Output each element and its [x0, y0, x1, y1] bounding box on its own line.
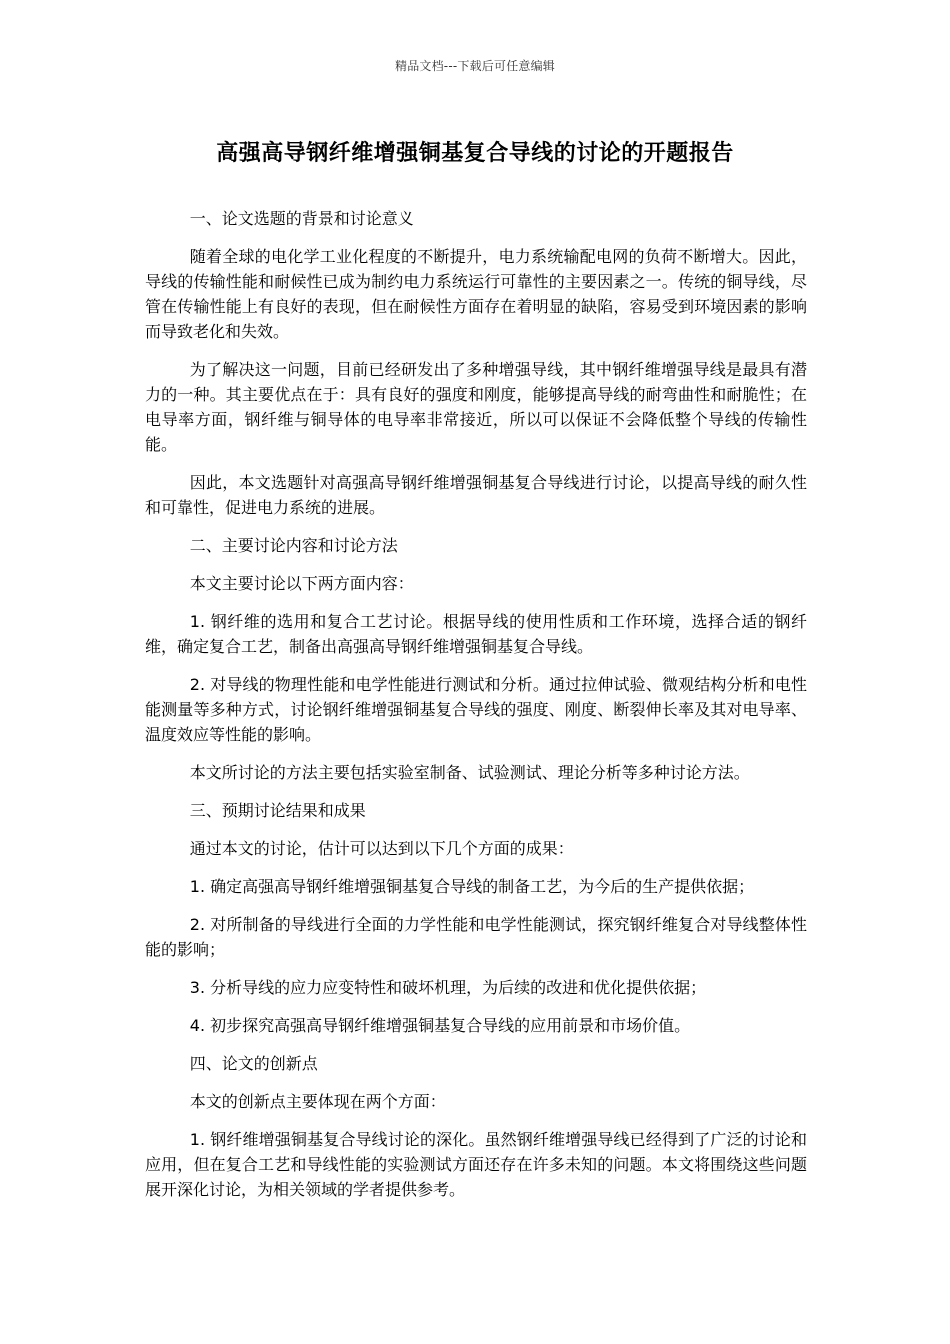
section-heading-content-methods: 二、主要讨论内容和讨论方法 — [189, 536, 398, 555]
list-item: 1. 钢纤维的选用和复合工艺讨论。根据导线的使用性质和工作环境，选择合适的钢纤维，确定复合工艺，制备出高强高导钢纤维增强铜基复合导线。 — [145, 612, 807, 656]
page-header-watermark: 精品文档---下载后可任意编辑 — [395, 59, 555, 73]
section-heading-expected-results: 三、预期讨论结果和成果 — [189, 801, 366, 820]
paragraph: 通过本文的讨论，估计可以达到以下几个方面的成果： — [189, 839, 574, 858]
paragraph: 因此，本文选题针对高强高导钢纤维增强铜基复合导线进行讨论，以提高导线的耐久性和可靠性，促进电力系统的进展。 — [145, 473, 807, 517]
list-item: 4. 初步探究高强高导钢纤维增强铜基复合导线的应用前景和市场价值。 — [189, 1016, 691, 1035]
list-item: 2. 对所制备的导线进行全面的力学性能和电学性能测试，探究钢纤维复合对导线整体性能的影响； — [145, 915, 807, 959]
list-item: 2. 对导线的物理性能和电学性能进行测试和分析。通过拉伸试验、微观结构分析和电性能测量等多种方式，讨论钢纤维增强铜基复合导线的强度、刚度、断裂伸长率及其对电导率、温度效应等性能的影响。 — [145, 675, 807, 744]
section-heading-background: 一、论文选题的背景和讨论意义 — [189, 209, 414, 228]
paragraph: 为了解决这一问题，目前已经研发出了多种增强导线，其中钢纤维增强导线是最具有潜力的一种。其主要优点在于：具有良好的强度和刚度，能够提高导线的耐弯曲性和耐脆性；在电导率方面，钢纤维与铜导体的电导率非常接近，所以可以保证不会降低整个导线的传输性能。 — [145, 360, 807, 454]
paragraph: 随着全球的电化学工业化程度的不断提升，电力系统输配电网的负荷不断增大。因此，导线的传输性能和耐候性已成为制约电力系统运行可靠性的主要因素之一。传统的铜导线，尽管在传输性能上有良好的表现，但在耐候性方面存在着明显的缺陷，容易受到环境因素的影响而导致老化和失效。 — [145, 247, 807, 341]
document-title: 高强高导钢纤维增强铜基复合导线的讨论的开题报告 — [216, 141, 734, 166]
paragraph: 本文所讨论的方法主要包括实验室制备、试验测试、理论分析等多种讨论方法。 — [189, 763, 750, 782]
list-item: 1. 钢纤维增强铜基复合导线讨论的深化。虽然钢纤维增强导线已经得到了广泛的讨论和应用，但在复合工艺和导线性能的实验测试方面还存在许多未知的问题。本文将围绕这些问题展开深化讨论，为相关领域的学者提供参考。 — [145, 1130, 807, 1199]
section-heading-innovation: 四、论文的创新点 — [189, 1054, 318, 1073]
list-item: 1. 确定高强高导钢纤维增强铜基复合导线的制备工艺，为今后的生产提供依据； — [189, 877, 755, 896]
paragraph: 本文主要讨论以下两方面内容： — [189, 574, 414, 593]
list-item: 3. 分析导线的应力应变特性和破坏机理，为后续的改进和优化提供依据； — [189, 978, 707, 997]
document-body — [145, 206, 807, 1215]
paragraph: 本文的创新点主要体现在两个方面： — [189, 1092, 446, 1111]
